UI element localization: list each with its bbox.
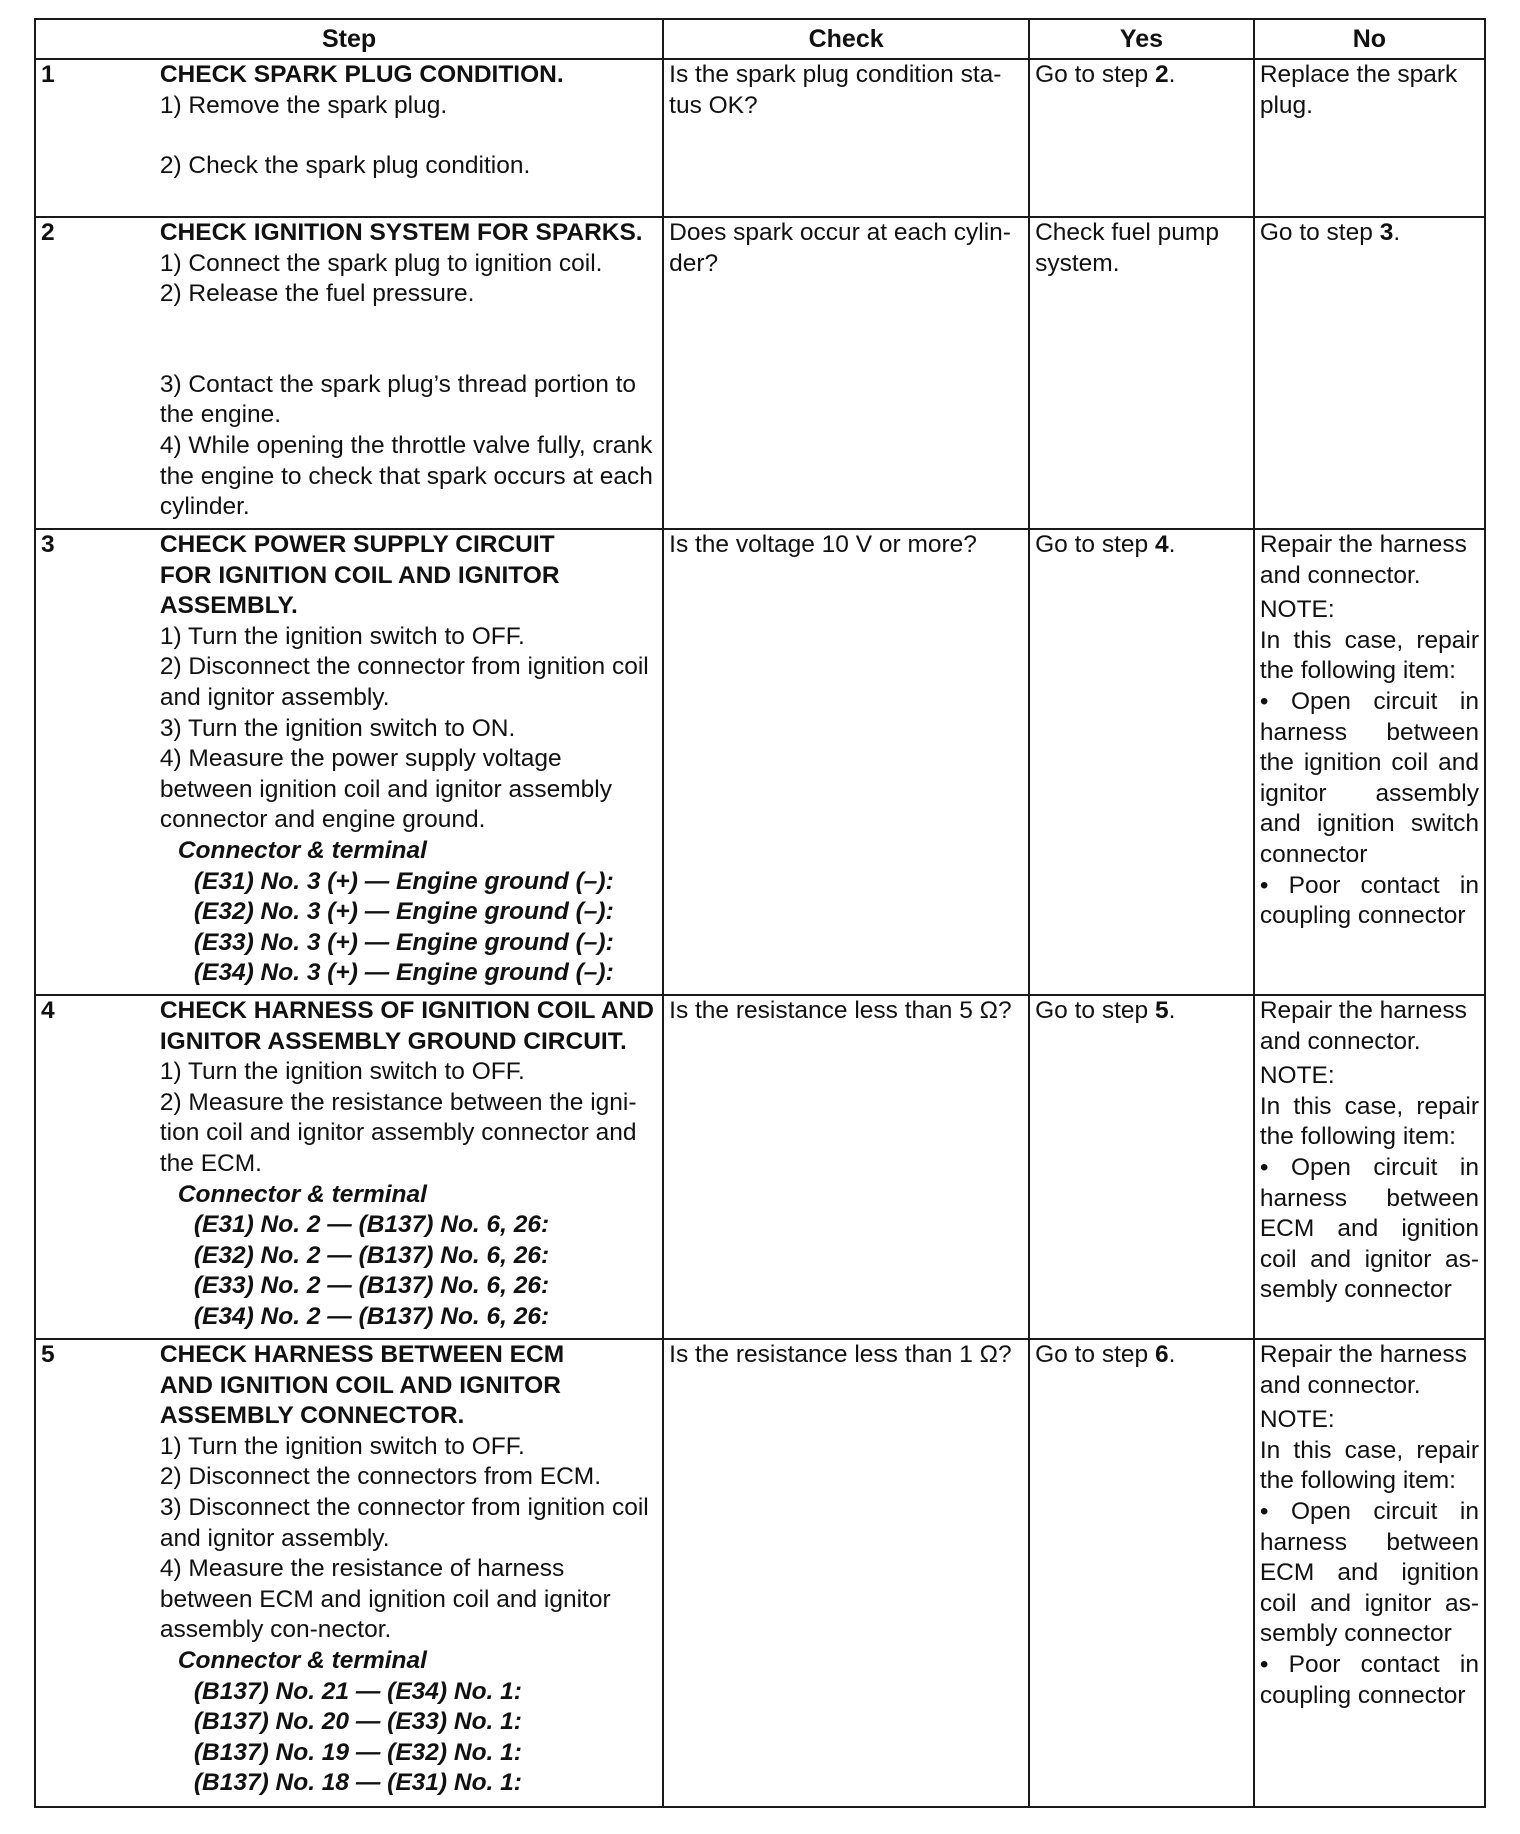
no-cell xyxy=(1254,995,1485,1339)
instruction: 3) Turn the ignition switch to ON. xyxy=(159,714,516,742)
step-number: 1 xyxy=(35,59,155,217)
instruction: 1) Connect the spark plug to ignition coil. xyxy=(159,249,603,277)
header-yes: Yes xyxy=(1029,19,1254,59)
step-cell xyxy=(155,529,663,995)
note-label: NOTE: xyxy=(1259,1062,1335,1090)
yes-text: Go to step xyxy=(1035,531,1155,558)
terminal-heading: Connector & terminal xyxy=(177,1646,427,1674)
table-row xyxy=(35,995,1485,1339)
step-number: 5 xyxy=(35,1339,155,1807)
table-row xyxy=(35,529,1485,995)
yes-cell: Check fuel pump system. xyxy=(1029,217,1254,529)
terminal-line: (B137) No. 21 — (E34) No. 1: xyxy=(193,1677,522,1705)
terminal-line: (E32) No. 3 (+) — Engine ground (–): xyxy=(193,898,614,926)
note-text: In this case, repair the following item: xyxy=(1259,1436,1479,1495)
yes-step-number: 4 xyxy=(1154,531,1169,558)
yes-cell xyxy=(1029,529,1254,995)
instruction: 1) Turn the ignition switch to OFF. xyxy=(159,622,525,650)
yes-text: Go to step xyxy=(1035,997,1155,1024)
step-title: CHECK HARNESS BETWEEN ECM AND IGNITION COIL AND IGNITOR ASSEMBLY CONNECTOR. xyxy=(159,1341,565,1430)
yes-step-number: 2 xyxy=(1154,61,1169,88)
yes-cell xyxy=(1029,1339,1254,1807)
note-item: • Poor contact in coupling connector xyxy=(1259,871,1479,930)
terminal-line: (B137) No. 19 — (E32) No. 1: xyxy=(193,1738,522,1766)
yes-suffix: . xyxy=(1168,997,1176,1024)
yes-cell xyxy=(1029,995,1254,1339)
note-item: • Open circuit in harness between ECM and ignition coil and ignitor as-sembly connector xyxy=(1259,1153,1479,1304)
terminal-line: (B137) No. 20 — (E33) No. 1: xyxy=(193,1708,522,1736)
instruction: 2) Release the fuel pressure. xyxy=(159,280,475,308)
instruction: 2) Measure the resistance between the igni-tion coil and ignitor assembly connector and the ECM. xyxy=(159,1088,637,1177)
terminal-line: (B137) No. 18 — (E31) No. 1: xyxy=(193,1769,522,1797)
no-repair: Repair the harness and connector. xyxy=(1259,997,1467,1055)
instruction: 4) While opening the throttle valve fully, crank the engine to check that spark occurs at each cylinder. xyxy=(159,431,653,521)
yes-step-number: 5 xyxy=(1154,997,1169,1024)
no-repair: Repair the harness and connector. xyxy=(1259,531,1467,589)
terminal-line: (E34) No. 2 — (B137) No. 6, 26: xyxy=(193,1302,550,1330)
no-cell xyxy=(1254,217,1485,529)
instruction: 1) Turn the ignition switch to OFF. xyxy=(159,1058,525,1086)
no-cell: Replace the spark plug. xyxy=(1254,59,1485,217)
step-number: 3 xyxy=(35,529,155,995)
step-title: CHECK IGNITION SYSTEM FOR SPARKS. xyxy=(159,219,643,246)
instruction: 3) Contact the spark plug’s thread portion to the engine. xyxy=(159,370,637,429)
header-no: No xyxy=(1254,19,1485,59)
table-row xyxy=(35,1339,1485,1807)
no-suffix: . xyxy=(1393,219,1401,246)
header-step: Step xyxy=(35,19,663,59)
instruction: 4) Measure the power supply voltage between ignition coil and ignitor assembly connector and engine ground. xyxy=(159,745,612,834)
instruction: 1) Remove the spark plug. xyxy=(159,91,448,119)
yes-suffix: . xyxy=(1168,61,1176,88)
terminal-line: (E34) No. 3 (+) — Engine ground (–): xyxy=(193,959,614,987)
step-number: 4 xyxy=(35,995,155,1339)
instruction: 2) Check the spark plug condition. xyxy=(159,152,531,180)
step-cell xyxy=(155,995,663,1339)
note-text: In this case, repair the following item: xyxy=(1259,626,1479,685)
terminal-line: (E31) No. 2 — (B137) No. 6, 26: xyxy=(193,1211,550,1239)
yes-cell xyxy=(1029,59,1254,217)
step-title: CHECK POWER SUPPLY CIRCUIT FOR IGNITION COIL AND IGNITOR ASSEMBLY. xyxy=(159,531,560,620)
instruction: 2) Disconnect the connectors from ECM. xyxy=(159,1463,602,1491)
terminal-line: (E33) No. 2 — (B137) No. 6, 26: xyxy=(193,1272,550,1300)
instruction: 4) Measure the resistance of harness between ECM and ignition coil and ignitor assembly con-nector. xyxy=(159,1555,611,1644)
yes-suffix: . xyxy=(1168,1341,1176,1368)
step-cell xyxy=(155,217,663,529)
yes-text: Go to step xyxy=(1035,61,1155,88)
yes-suffix: . xyxy=(1168,531,1176,558)
step-title: CHECK SPARK PLUG CONDITION. xyxy=(159,61,564,88)
yes-text: Go to step xyxy=(1035,1341,1155,1368)
step-number: 2 xyxy=(35,217,155,529)
check-cell: Is the voltage 10 V or more? xyxy=(663,529,1029,995)
yes-step-number: 6 xyxy=(1154,1341,1169,1368)
terminal-heading: Connector & terminal xyxy=(177,836,427,864)
note-label: NOTE: xyxy=(1259,596,1335,624)
note-text: In this case, repair the following item: xyxy=(1259,1092,1479,1151)
step-title: CHECK HARNESS OF IGNITION COIL AND IGNITOR ASSEMBLY GROUND CIRCUIT. xyxy=(159,997,654,1055)
no-step-number: 3 xyxy=(1379,219,1394,246)
no-cell xyxy=(1254,1339,1485,1807)
check-cell: Does spark occur at each cylin-der? xyxy=(663,217,1029,529)
step-cell xyxy=(155,1339,663,1807)
terminal-line: (E33) No. 3 (+) — Engine ground (–): xyxy=(193,928,614,956)
table-row xyxy=(35,59,1485,217)
check-cell: Is the resistance less than 5 Ω? xyxy=(663,995,1029,1339)
check-cell: Is the resistance less than 1 Ω? xyxy=(663,1339,1029,1807)
note-item: • Poor contact in coupling connector xyxy=(1259,1650,1479,1709)
note-item: • Open circuit in harness between ECM and ignition coil and ignitor as-sembly connector xyxy=(1259,1497,1479,1648)
terminal-line: (E31) No. 3 (+) — Engine ground (–): xyxy=(193,867,614,895)
instruction: 3) Disconnect the connector from ignition coil and ignitor assembly. xyxy=(159,1493,649,1552)
terminal-heading: Connector & terminal xyxy=(177,1180,427,1208)
no-cell xyxy=(1254,529,1485,995)
instruction: 1) Turn the ignition switch to OFF. xyxy=(159,1432,525,1460)
note-label: NOTE: xyxy=(1259,1406,1335,1434)
no-text: Go to step xyxy=(1259,219,1380,246)
check-cell: Is the spark plug condition sta-tus OK? xyxy=(663,59,1029,217)
header-row xyxy=(35,19,1485,59)
no-repair: Repair the harness and connector. xyxy=(1259,1341,1467,1399)
header-check: Check xyxy=(663,19,1029,59)
note-item: • Open circuit in harness between the ignition coil and ignitor assembly and ignition switch connector xyxy=(1259,687,1479,868)
terminal-line: (E32) No. 2 — (B137) No. 6, 26: xyxy=(193,1241,550,1269)
diagnostic-table xyxy=(34,18,1486,1808)
table-row xyxy=(35,217,1485,529)
step-cell xyxy=(155,59,663,217)
instruction: 2) Disconnect the connector from ignition coil and ignitor assembly. xyxy=(159,653,649,711)
